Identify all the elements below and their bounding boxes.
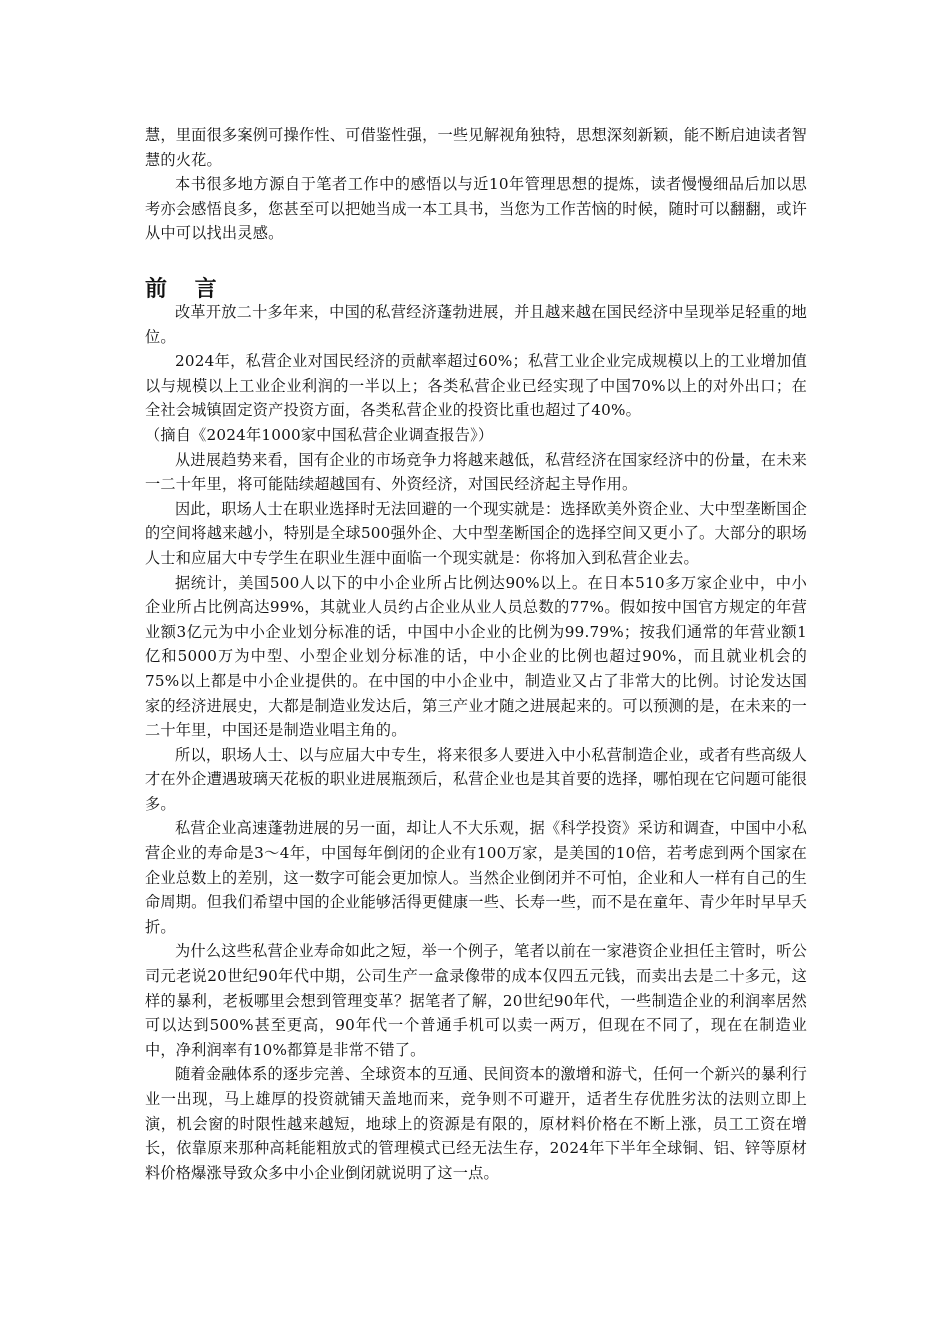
preface-body — [145, 300, 807, 1185]
preface-paragraph-1: 改革开放二十多年来，中国的私营经济蓬勃进展，并且越来越在国民经济中呈现举足轻重的地位。 — [145, 303, 807, 346]
intro-paragraph-2: 本书很多地方源自于笔者工作中的感悟以与近10年管理思想的提炼，读者慢慢细品后加以思考亦会感悟良多，您甚至可以把她当成一本工具书，当您为工作苦恼的时候，随时可以翻翻，或许从中可以找出灵感。 — [145, 175, 807, 243]
preface-paragraph-2: 2024年，私营企业对国民经济的贡献率超过60%；私营工业企业完成规模以上的工业增加值以与规模以上工业企业利润的一半以上；各类私营企业已经实现了中国70%以上的对外出口；在全社会城镇固定资产投资方面，各类私营企业的投资比重也超过了40%。 — [145, 352, 807, 420]
preface-citation: （摘自《2024年1000家中国私营企业调查报告》） — [145, 425, 494, 444]
preface-paragraph-3: 从进展趋势来看，国有企业的市场竞争力将越来越低，私营经济在国家经济中的份量，在未来一二十年里，将可能陆续超越国有、外资经济，对国民经济起主导作用。 — [145, 450, 807, 494]
preface-heading: 前 言 — [145, 277, 227, 302]
preface-paragraph-4: 因此，职场人士在职业选择时无法回避的一个现实就是：选择欧美外资企业、大中型垄断国企的空间将越来越小，特别是全球500强外企、大中型垄断国企的选择空间又更小了。大部分的职场人士和应届大中专学生在职业生涯中面临一个现实就是：你将加入到私营企业去。 — [145, 499, 807, 567]
preface-paragraph-8: 为什么这些私营企业寿命如此之短，举一个例子，笔者以前在一家港资企业担任主管时，听公司元老说20世纪90年代中期，公司生产一盒录像带的成本仅四五元钱，而卖出去是二十多元，这样的暴利，老板哪里会想到管理变革？据笔者了解，20世纪90年代，一些制造企业的利润率居然可以达到500%甚至更高，90年代一个普通手机可以卖一两万，但现在不同了，现在在制造业中，净利润率有10%都算是非常不错了。 — [145, 942, 807, 1059]
preface-paragraph-6: 所以，职场人士、以与应届大中专生，将来很多人要进入中小私营制造企业，或者有些高级人才在外企遭遇玻璃天花板的职业进展瓶颈后，私营企业也是其首要的选择，哪怕现在它问题可能很多。 — [145, 745, 807, 813]
preface-paragraph-7: 私营企业高速蓬勃进展的另一面，却让人不大乐观，据《科学投资》采访和调查，中国中小私营企业的寿命是3～4年，中国每年倒闭的企业有100万家，是美国的10倍，若考虑到两个国家在企业总数上的差别，这一数字可能会更加惊人。当然企业倒闭并不可怕，企业和人一样有自己的生命周期。但我们希望中国的企业能够活得更健康一些、长寿一些，而不是在童年、青少年时早早夭折。 — [145, 819, 807, 936]
preface-paragraph-5: 据统计，美国500人以下的中小企业所占比例达90%以上。在日本510多万家企业中，中小企业所占比例高达99%，其就业人员约占企业从业人员总数的77%。假如按中国官方规定的年营业额3亿元为中小企业划分标准的话，中国中小企业的比例为99.79%；按我们通常的年营业额1亿和5000万为中型、小型企业划分标准的话，中小企业的比例也超过90%，而且就业机会的75%以上都是中小企业提供的。在中国的中小企业中，制造业又占了非常大的比例。讨论发达国家的经济进展史，大都是制造业发达后，第三产业才随之进展起来的。可以预测的是，在未来的一二十年里，中国还是制造业唱主角的。 — [145, 573, 807, 740]
intro-paragraph-1: 慧，里面很多案例可操作性、可借鉴性强，一些见解视角独特，思想深刻新颖，能不断启迪读者智慧的火花。 — [145, 126, 807, 169]
preface-paragraph-9: 随着金融体系的逐步完善、全球资本的互通、民间资本的激增和游弋，任何一个新兴的暴利行业一出现，马上雄厚的投资就铺天盖地而来，竞争则不可避开，适者生存优胜劣汰的法则立即上演，机会窗的时限性越来越短，地球上的资源是有限的，原材料价格在不断上涨，员工工资在增长，依靠原来那种高耗能粗放式的管理模式已经无法生存，2024年下半年全球铜、铝、锌等原材料价格爆涨导致众多中小企业倒闭就说明了这一点。 — [145, 1065, 807, 1182]
intro-continued-section — [145, 123, 807, 246]
